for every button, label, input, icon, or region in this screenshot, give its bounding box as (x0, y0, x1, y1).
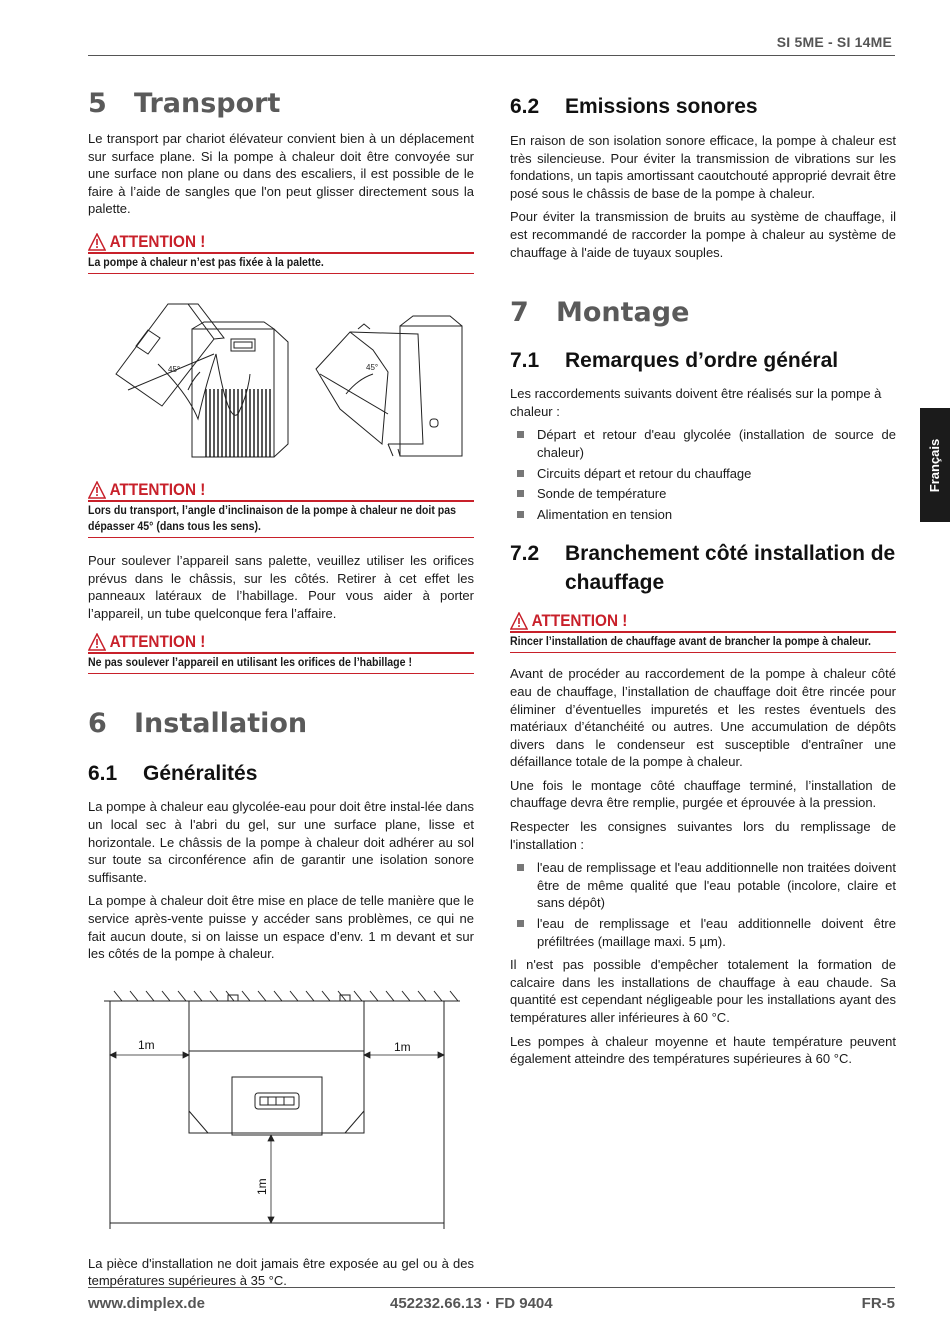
section-title: Montage (556, 297, 690, 329)
flush-paragraph-2: Une fois le montage côté chauffage terminé, l’installation de chauffage devra être remplie, purgée et éprouvée à la pression. (510, 777, 896, 811)
noise-paragraph-2: Pour éviter la transmission de bruits au système de chauffage, il est recommandé de raccorder la pompe à chaleur au système de chauffage à l'aide de tuyaux souples. (510, 209, 896, 260)
section-6-1-heading: 6.1 Généralités (88, 762, 258, 786)
section-number: 5 (88, 88, 107, 119)
header-rule (88, 55, 895, 56)
section-7-heading (510, 297, 896, 328)
footer-website: www.dimplex.de (88, 1295, 205, 1312)
list-item: Alimentation en tension (510, 506, 896, 524)
limescale-paragraph: Il n'est pas possible d'empêcher totalement la formation de calcaire dans les installations de chauffage à eau chaude. Sa quantité est cependant négligeable pour les installations ayant des températures aller inférieures à 60 °C. (510, 957, 896, 1025)
warning-heading: ATTENTION ! (88, 632, 435, 652)
section-5-heading (88, 88, 474, 119)
section-title: Installation (134, 708, 308, 740)
footer-page-number: FR-5 (861, 1295, 895, 1312)
footer-document-number: 452232.66.13 · FD 9404 (390, 1295, 553, 1312)
lifting-paragraph: Pour soulever l’appareil sans palette, veuillez utiliser les orifices prévus dans le châssis, sur les côtés. Retirer à cet effet les panneaux latéraux de l’habillage. Pour vous aider à porter l’appareil, un tube quelconque fera l’affaire. (88, 552, 474, 621)
section-number: 6 (88, 708, 107, 740)
left-column (88, 88, 474, 1296)
list-item: l'eau de remplissage et l'eau additionnelle non traitées doivent être de même qualité que l'eau potable (incolore, claire et sans dépôt) (510, 859, 896, 912)
warning-tilt-angle (88, 480, 474, 538)
clearance-right-label: 1m (394, 1039, 411, 1054)
warning-triangle-icon (510, 612, 528, 630)
warning-lifting (88, 632, 474, 674)
flush-paragraph-1: Avant de procéder au raccordement de la pompe à chaleur côté eau de chauffage, l’installation de chauffage doit être rincée pour éliminer d’éventuelles impuretés et les restes éventuels des matériaux d’étanchéité ou autres. Une accumulation de dépôts divers dans le condenseur est susceptible d'entraîner une défaillance totale de la pompe à chaleur. (510, 666, 896, 770)
language-side-tab (920, 408, 950, 522)
flush-paragraph-3: Respecter les consignes suivantes lors du remplissage de l'installation : (510, 819, 896, 852)
warning-text: Rincer l’installation de chauffage avant de brancher la pompe à chaleur. (510, 636, 872, 649)
warning-triangle-icon (88, 633, 106, 651)
list-item: Circuits départ et retour du chauffage (510, 465, 896, 483)
temperature-paragraph: Les pompes à chaleur moyenne et haute température peuvent également atteindre des températures supérieures à 60 °C. (510, 1033, 896, 1067)
generalities-paragraph-1: La pompe à chaleur eau glycolée-eau pour doit être instal-lée dans un local sec à l'abri du gel, sur une surface plane, lisse et horizontale. Le châssis de la pompe à chaleur doit adhérer au sol sur toute sa circonférence afin de garantir une isolation sonore suffisante. (88, 799, 474, 885)
warning-pallet (88, 232, 474, 274)
list-item: Départ et retour d'eau glycolée (installation de source de chaleur) (510, 426, 896, 461)
section-6-heading (88, 708, 474, 739)
section-7-1-heading: 7.1 Remarques d’ordre général (510, 349, 839, 373)
section-number: 7 (510, 297, 529, 329)
warning-triangle-icon (88, 233, 106, 251)
warning-text: La pompe à chaleur n’est pas fixée à la palette. (88, 256, 324, 269)
section-7-2-heading: 7.2 Branchement côté installation de chauffage (510, 542, 896, 595)
connections-list (510, 426, 896, 523)
document-model-title: SI 5ME - SI 14ME (776, 34, 892, 50)
section-title: Transport (134, 88, 281, 119)
connections-intro: Les raccordements suivants doivent être réalisés sur la pompe à chaleur : (510, 386, 882, 419)
generalities-paragraph-2: La pompe à chaleur doit être mise en place de telle manière que le service après-vente puisse y accéder sans problèmes, ce qui ne fait aucun doute, si on laisse un espace d’env. 1 m devant et sur les côtés de la pompe à chaleur. (88, 893, 474, 962)
noise-paragraph-1: En raison de son isolation sonore efficace, la pompe à chaleur est très silencieuse. Pour éviter la transmission de vibrations sur les fondations, un tapis amortissant caoutchouté approprié devrait être posé sous le châssis de base de la pompe à chaleur. (510, 133, 896, 201)
list-item: Sonde de température (510, 485, 896, 503)
clearance-left-label: 1m (138, 1037, 155, 1052)
warning-heading: ATTENTION ! (510, 611, 857, 631)
warning-text: Ne pas soulever l’appareil en utilisant les orifices de l’habillage ! (88, 657, 412, 670)
list-item: l'eau de remplissage et l'eau additionnelle doivent être préfiltrées (maillage maxi. 5 µm). (510, 915, 896, 950)
section-6-2-heading: 6.2 Emissions sonores (510, 95, 758, 118)
clearance-front-label: 1m (255, 1178, 269, 1195)
tilt-angle-figure (88, 294, 474, 474)
right-column (510, 88, 896, 1074)
clearance-figure (88, 971, 474, 1241)
warning-heading: ATTENTION ! (88, 480, 435, 500)
language-label: Français (927, 438, 943, 492)
filling-list (510, 859, 896, 950)
frost-paragraph: La pièce d'installation ne doit jamais être exposée au gel ou à des températures supérieures à 35 °C. (88, 1255, 474, 1289)
transport-paragraph: Le transport par chariot élévateur convient bien à un déplacement sur surface plane. Si la pompe à chaleur doit être convoyée sur une surface non plane ou dans des escaliers, il est possible de le faire à l’aide de sangles que l'on peut glisser directement sous la palette. (88, 131, 474, 217)
angle-label-right: 45° (366, 362, 379, 372)
angle-label-left: 45° (168, 364, 181, 374)
warning-triangle-icon (88, 481, 106, 499)
warning-flush (510, 611, 896, 653)
warning-heading: ATTENTION ! (88, 232, 435, 252)
warning-text: Lors du transport, l’angle d’inclinaison de la pompe à chaleur ne doit pas dépasser 45° (dans tous les sens). (88, 504, 457, 533)
